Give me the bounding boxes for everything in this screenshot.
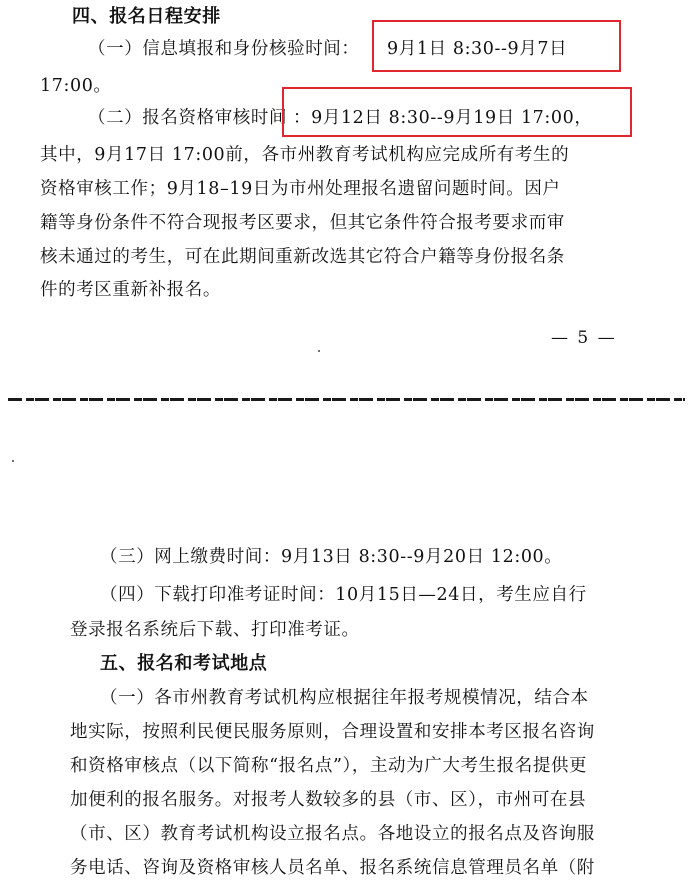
page-number: — 5 — [551, 328, 617, 348]
paragraph-line: 籍等身份条件不符合现报考区要求，但其它条件符合报考要求而审 [40, 213, 565, 233]
scan-speck [12, 460, 14, 462]
scan-speck [318, 350, 320, 352]
item-1-time: 9月1日 8:30--9月7日 [387, 39, 568, 59]
paragraph-line: 核未通过的考生，可在此期间重新改选其它符合户籍等身份报名条 [40, 247, 565, 267]
highlight-box-item-1 [372, 20, 621, 72]
item-3: （三）网上缴费时间：9月13日 8:30--9月20日 12:00。 [100, 547, 563, 567]
paragraph-line: 务电话、咨询及资格审核人员名单、报名系统信息管理员名单（附 [70, 858, 595, 878]
item-2-label: （二）报名资格审核时间 [88, 108, 288, 128]
item-4-line-1: （四）下载打印准考证时间：10月15日—24日，考生应自行 [100, 585, 587, 605]
item-1-end: 17:00。 [40, 76, 112, 96]
paragraph-line: 地实际，按照利民便民服务原则，合理设置和安排本考区报名咨询 [70, 722, 595, 742]
item-1-label: （一）信息填报和身份核验时间： [88, 39, 360, 59]
paragraph-line: （市、区）教育考试机构设立报名点。各地设立的报名点及咨询服 [70, 824, 595, 844]
paragraph-line: 加便利的报名服务。对报考人数较多的县（市、区），市州可在县 [70, 790, 587, 810]
paragraph-line: （一）各市州教育考试机构应根据往年报考规模情况，结合本 [100, 688, 589, 708]
item-4-line-2: 登录报名系统后下载、打印准考证。 [70, 620, 360, 640]
item-2-time: ：9月12日 8:30--9月19日 17:00， [293, 108, 593, 128]
highlight-box-item-2 [282, 87, 632, 137]
paragraph-line: 件的考区重新补报名。 [40, 280, 221, 300]
section-heading-4: 四、报名日程安排 [72, 6, 221, 27]
section-heading-5: 五、报名和考试地点 [100, 653, 268, 674]
page-separator [0, 392, 693, 408]
paragraph-line: 资格审核工作；9月18–19日为市州处理报名遗留问题时间。因户 [40, 179, 561, 199]
paragraph-line: 和资格审核点（以下简称“报名点”），主动为广大考生报名提供更 [70, 756, 588, 776]
paragraph-line: 其中，9月17日 17:00前，各市州教育考试机构应完成所有考生的 [40, 145, 570, 165]
